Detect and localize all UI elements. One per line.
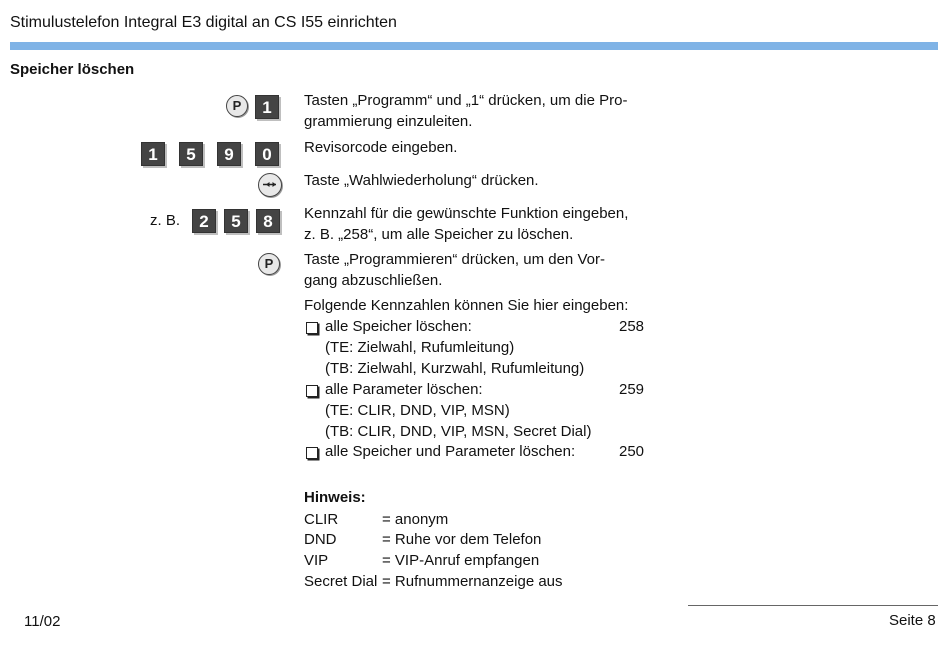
step-1-line-2: grammierung einzuleiten. bbox=[304, 113, 473, 130]
key-example-3: 8 bbox=[256, 209, 280, 233]
hinweis-term: DND bbox=[304, 531, 337, 548]
key-example-1: 2 bbox=[192, 209, 216, 233]
code-item-label: alle Parameter löschen: bbox=[325, 381, 483, 398]
key-example-2: 5 bbox=[224, 209, 248, 233]
key-code-1: 1 bbox=[141, 142, 165, 166]
key-1: 1 bbox=[255, 95, 279, 119]
checkbox-icon bbox=[306, 385, 318, 397]
example-label: z. B. bbox=[150, 212, 181, 229]
code-item-note: (TB: CLIR, DND, VIP, MSN, Secret Dial) bbox=[325, 423, 592, 440]
program-key-icon: P bbox=[226, 95, 248, 117]
code-item-note: (TB: Zielwahl, Kurzwahl, Rufumleitung) bbox=[325, 360, 585, 377]
hinweis-term: VIP bbox=[304, 552, 329, 569]
code-item-value: 250 bbox=[619, 443, 645, 460]
hinweis-def: = VIP-Anruf empfangen bbox=[382, 552, 540, 569]
step-1-line-1: Tasten „Programm“ und „1“ drücken, um die Pro- bbox=[304, 92, 628, 109]
step-5-text bbox=[304, 249, 605, 291]
code-item-label: alle Speicher und Parameter löschen: bbox=[325, 443, 576, 460]
section-title: Speicher löschen bbox=[10, 61, 135, 78]
step-2-text: Revisorcode eingeben. bbox=[304, 139, 458, 156]
program-key-icon-2: P bbox=[258, 253, 280, 275]
hinweis-def: = anonym bbox=[382, 511, 449, 528]
footer-rule bbox=[688, 605, 938, 606]
code-item-value: 258 bbox=[619, 318, 645, 335]
step-5-line-1: Taste „Programmieren“ drücken, um den Vor- bbox=[304, 251, 605, 268]
key-code-4: 0 bbox=[255, 142, 279, 166]
step-4-line-1: Kennzahl für die gewünschte Funktion eingeben, bbox=[304, 205, 629, 222]
code-item-note: (TE: Zielwahl, Rufumleitung) bbox=[325, 339, 515, 356]
footer-date: 11/02 bbox=[24, 613, 61, 630]
page-title: Stimulustelefon Integral E3 digital an CS I55 einrichten bbox=[10, 14, 397, 31]
step-4-text bbox=[304, 203, 628, 245]
footer-page-number: Seite 8 bbox=[889, 612, 936, 629]
step-4-line-2: z. B. „258“, um alle Speicher zu löschen. bbox=[304, 226, 574, 243]
key-code-2: 5 bbox=[179, 142, 203, 166]
hinweis-term: CLIR bbox=[304, 511, 339, 528]
header-bar bbox=[10, 42, 938, 50]
codes-intro: Folgende Kennzahlen können Sie hier eingeben: bbox=[304, 297, 629, 314]
step-3-text: Taste „Wahlwiederholung“ drücken. bbox=[304, 172, 539, 189]
hinweis-def: = Rufnummernanzeige aus bbox=[382, 573, 563, 590]
checkbox-icon bbox=[306, 322, 318, 334]
key-code-3: 9 bbox=[217, 142, 241, 166]
step-5-line-2: gang abzuschließen. bbox=[304, 272, 443, 289]
hinweis-term: Secret Dial bbox=[304, 573, 378, 590]
hinweis-def: = Ruhe vor dem Telefon bbox=[382, 531, 542, 548]
code-item-value: 259 bbox=[619, 381, 645, 398]
code-item-label: alle Speicher löschen: bbox=[325, 318, 472, 335]
step-1-text bbox=[304, 90, 627, 132]
checkbox-icon bbox=[306, 447, 318, 459]
code-item-note: (TE: CLIR, DND, VIP, MSN) bbox=[325, 402, 510, 419]
hinweis-title: Hinweis: bbox=[304, 489, 366, 506]
redial-icon bbox=[258, 173, 282, 197]
